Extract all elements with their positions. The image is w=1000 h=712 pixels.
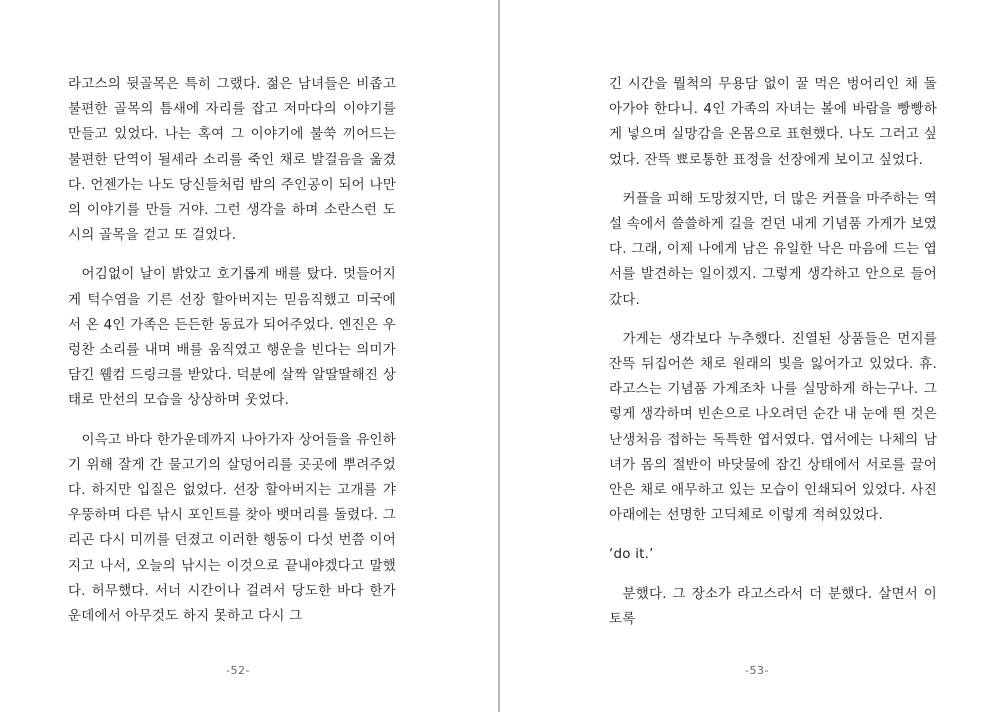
page-number: -53- [745, 664, 769, 677]
paragraph: 이윽고 바다 한가운데까지 나아가자 상어들을 유인하기 위해 잘게 간 물고기의 살덩어리를 곳곳에 뿌려주었다. 하지만 입질은 없었다. 선장 할아버지는 고개를 갸우뚱하며 다른 낚시 포인트를 찾아 뱃머리를 돌렸다. 그리곤 다시 미끼를 던졌고 이러한 행동이 다섯 번쯤 이어지고 나서, 오늘의 낚시는 이것으로 끝내야겠다고 말했다. 허무했다. 서너 시간이나 걸려서 당도한 바다 한가운데에서 아무것도 하지 못하고 다시 그 [68, 431, 396, 625]
paragraph: 긴 시간을 뭘척의 무용담 없이 꿀 먹은 벙어리인 채 돌아가야 한다니. 4인 가족의 자녀는 볼에 바람을 빵빵하게 넣으며 실망감을 온몸으로 표현했다. 나도 그러고 싶었다. 잔뜩 뾰로통한 표정을 선장에게 보이고 싶었다. [609, 76, 937, 168]
paragraph: 커플을 피해 도망쳤지만, 더 많은 커플을 마주하는 역설 속에서 쓸쓸하게 길을 걷던 내게 기념품 가게가 보였다. 그래, 이제 나에게 남은 유일한 낙은 마음에 드는 엽서를 발견하는 일이겠지. 그렇게 생각하고 안으로 들어갔다. [609, 190, 937, 308]
paragraph: 어김없이 날이 밝았고 호기롭게 배를 탔다. 멋들어지게 턱수염을 기른 선장 할아버지는 믿음직했고 미국에서 온 4인 가족은 든든한 동료가 되어주었다. 엔진은 우렁찬 소리를 내며 배를 움직였고 행운을 빈다는 의미가 담긴 웰컴 드링크를 받았다. 덕분에 살짝 알딸딸해진 상태로 만선의 모습을 상상하며 웃었다. [68, 266, 396, 409]
left-page [0, 0, 499, 712]
page-gutter-divider [498, 0, 500, 712]
right-page-body [609, 72, 937, 646]
paragraph: 분했다. 그 장소가 라고스라서 더 분했다. 살면서 이토록 [609, 585, 937, 627]
paragraph: 가게는 생각보다 누추했다. 진열된 상품들은 먼지를 잔뜩 뒤집어쓴 채로 원래의 빛을 잃어가고 있었다. 휴. 라고스는 기념품 가게조차 나를 실망하게 하는구나. 그렇게 생각하며 빈손으로 나오려던 순간 내 눈에 띈 것은 난생처음 접하는 독특한 엽서였다. 엽서에는 나체의 남녀가 몸의 절반이 바닷물에 잠긴 상태에서 서로를 끌어안은 채로 애무하고 있는 모습이 인쇄되어 있었다. 사진 아래에는 선명한 고딕체로 이렇게 적혀있었다. [609, 330, 937, 524]
page-number: -52- [226, 664, 250, 677]
right-page [501, 0, 1000, 712]
paragraph: 라고스의 뒷골목은 특히 그랬다. 젊은 남녀들은 비좁고 불편한 골목의 틈새에 자리를 잡고 저마다의 이야기를 만들고 있었다. 나는 혹여 그 이야기에 불쑥 끼어드는 불편한 단역이 될세라 소리를 죽인 채로 발걸음을 옮겼다. 언젠가는 나도 당신들처럼 밤의 주인공이 되어 나만의 이야기를 만들 거야. 그런 생각을 하며 소란스런 도시의 골목을 걷고 또 걸었다. [68, 76, 396, 244]
left-page-body [68, 72, 396, 643]
quoted-line: ‘do it.’ [609, 546, 654, 563]
